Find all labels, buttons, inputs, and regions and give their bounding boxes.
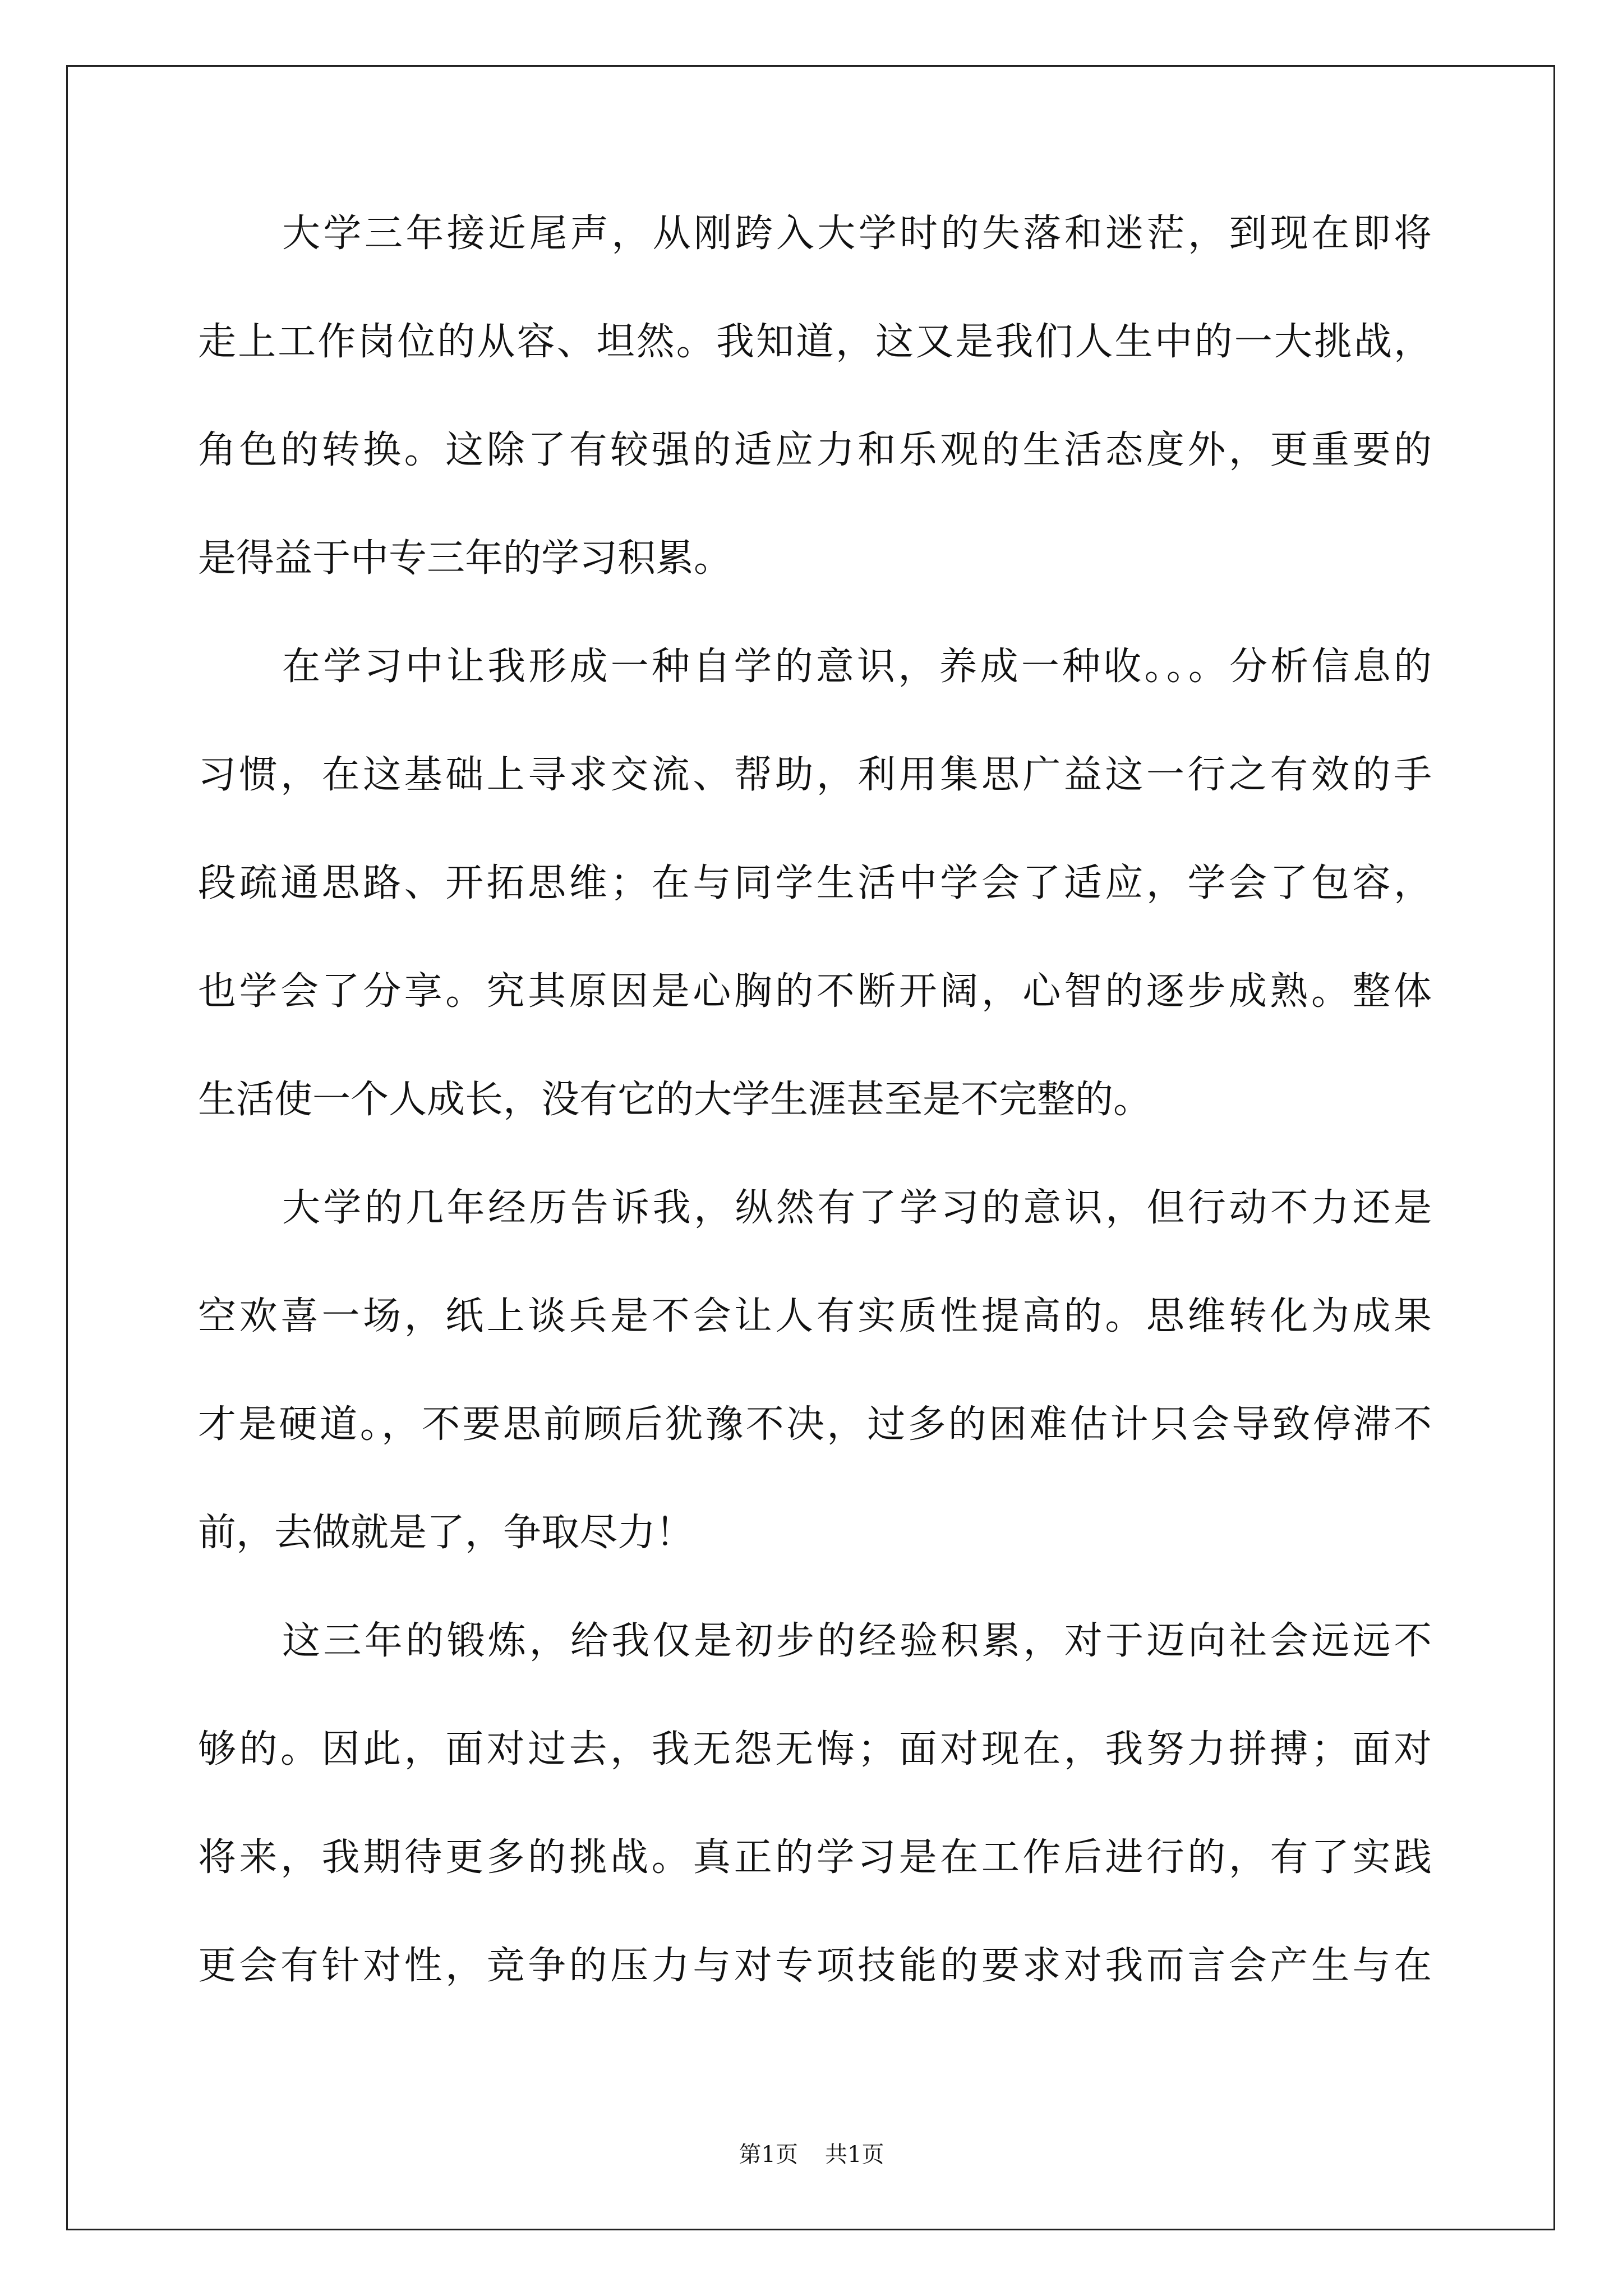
paragraph-2-line-2: 习惯，在这基础上寻求交流、帮助，利用集思广益这一行之有效的手 [198,753,1432,797]
paragraph-1-line-1: 大学三年接近尾声，从刚跨入大学时的失落和迷茫，到现在即将 [282,211,1432,256]
paragraph-2-line-3: 段疏通思路、开拓思维；在与同学生活中学会了适应，学会了包容， [198,861,1432,905]
paragraph-4-line-1: 这三年的锻炼，给我仅是初步的经验积累，对于迈向社会远远不 [282,1619,1432,1663]
document-body [198,213,1432,2054]
paragraph-3-line-3: 才是硬道。，不要思前顾后犹豫不决，过多的困难估计只会导致停滞不 [198,1402,1432,1447]
paragraph-3-line-4: 前，去做就是了，争取尽力！ [198,1511,694,1555]
paragraph-4-line-2: 够的。因此，面对过去，我无怨无悔；面对现在，我努力拼搏；面对 [198,1727,1432,1772]
paragraph-2-line-5: 生活使一个人成长，没有它的大学生涯甚至是不完整的。 [198,1078,1152,1122]
paragraph-3-line-1: 大学的几年经历告诉我，纵然有了学习的意识，但行动不力还是 [282,1186,1432,1230]
paragraph-4-line-4: 更会有针对性，竞争的压力与对专项技能的要求对我而言会产生与在 [198,1944,1432,1988]
page-footer [0,2140,1623,2169]
paragraph-2-line-1: 在学习中让我形成一种自学的意识，养成一种收。。。分析信息的 [282,645,1432,689]
paragraph-3-line-2: 空欢喜一场，纸上谈兵是不会让人有实质性提高的。思维转化为成果 [198,1294,1432,1338]
paragraph-1-line-3: 角色的转换。这除了有较强的适应力和乐观的生活态度外，更重要的 [198,428,1432,472]
paragraph-2-line-4: 也学会了分享。究其原因是心胸的不断开阔，心智的逐步成熟。整体 [198,969,1432,1014]
page-number-total: 共1页 [825,2142,884,2168]
paragraph-1-line-2: 走上工作岗位的从容、坦然。我知道，这又是我们人生中的一大挑战， [198,320,1432,364]
paragraph-4-line-3: 将来，我期待更多的挑战。真正的学习是在工作后进行的，有了实践 [198,1835,1432,1880]
page-number-current: 第1页 [739,2142,798,2168]
paragraph-1-line-4: 是得益于中专三年的学习积累。 [198,536,732,581]
